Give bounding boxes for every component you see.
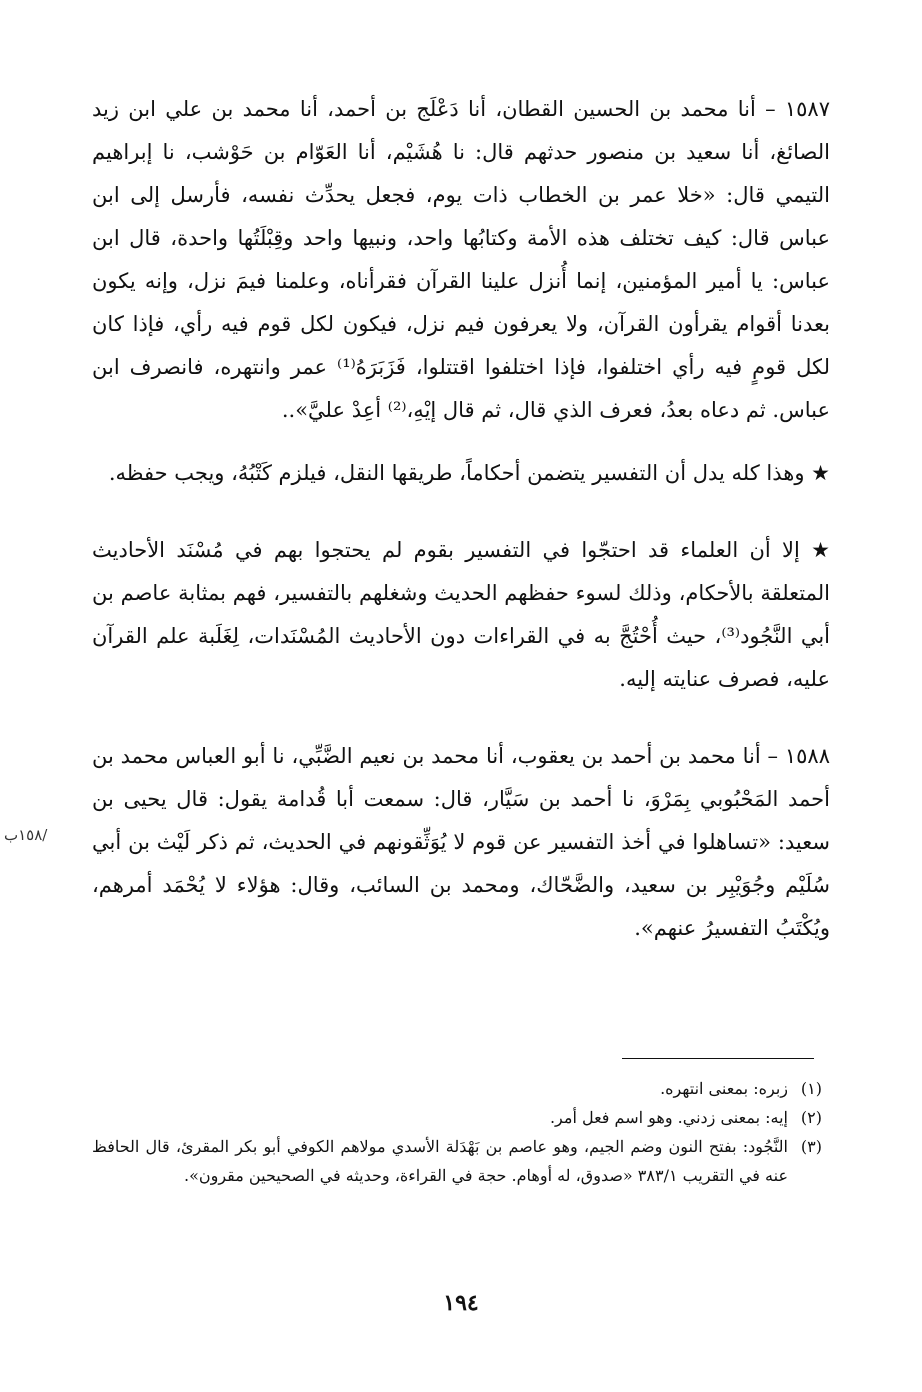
footnotes	[92, 1074, 822, 1190]
footnote-number: (٣)	[800, 1137, 822, 1156]
footnote-number: (١)	[800, 1079, 822, 1098]
page-number: ١٩٤	[443, 1290, 479, 1316]
footnote-text: إيه: بمعنى زدني. وهو اسم فعل أمر.	[549, 1108, 788, 1127]
footnote-1	[92, 1074, 822, 1103]
paragraph-1588-text: ١٥٨٨ – أنا محمد بن أحمد بن يعقوب، أنا محمد بن نعيم الضَّبِّي، نا أبو العباس محمد بن أحمد المَحْبُوبي بِمَرْوَ، نا أحمد بن سَيَّار، قال: سمعت أبا قُدامة يقول: قال يحيى بن سعيد: «تساهلوا في أخذ التفسير عن قوم لا يُوَثِّقونهم في الحديث، ثم ذكر لَيْث بن أبي سُلَيْم وجُوَيْبِر بن سعيد، والضَّحّاك، ومحمد بن السائب، وقال: هؤلاء لا يُحْمَد أمرهم، ويُكْتَبُ التفسيرُ عنهم».	[92, 744, 830, 940]
footnote-3	[92, 1132, 822, 1190]
paragraph-1588	[92, 735, 830, 950]
paragraph-comment-2: ★ إلا أن العلماء قد احتجّوا في التفسير بقوم لم يحتجوا بهم في مُسْنَد الأحاديث المتعلقة بالأحكام، وذلك لسوء حفظهم الحديث وشغلهم بالتفسير، فهم بمثابة عاصم بن أبي النَّجُود⁽³⁾، حيث أُحْتُجَّ به في القراءات دون الأحاديث المُسْنَدات، لِغَلَبة علم القرآن عليه، فصرف عنايته إليه.	[92, 538, 831, 691]
paragraph-comment-1: ★ وهذا كله يدل أن التفسير يتضمن أحكاماً، طريقها النقل، فيلزم كَتْبُهُ، ويجب حفظه.	[108, 461, 830, 485]
paragraph-1587: ١٥٨٧ – أنا محمد بن الحسين القطان، أنا دَعْلَج بن أحمد، أنا محمد بن علي ابن زيد الصائغ، أنا سعيد بن منصور حدثهم قال: نا هُشَيْم، أنا العَوّام بن حَوْشب، نا إبراهيم التيمي قال: «خلا عمر بن الخطاب ذات يوم، فجعل يحدِّث نفسه، فأرسل إلى ابن عباس قال: كيف تختلف هذه الأمة وكتابُها واحد، ونبيها واحد وقِبْلَتُها واحدة، قال ابن عباس: يا أمير المؤمنين، إنما أُنزل علينا القرآن فقرأناه، وعلمنا فيمَ نزل، وإنه يكون بعدنا أقوام يقرأون القرآن، ولا يعرفون فيم نزل، فيكون لكل قوم فيه رأي، فإذا كان لكل قومٍ فيه رأي اختلفوا، فإذا اختلفوا اقتتلوا، فَزَبَرَهُ⁽¹⁾ عمر وانتهره، فانصرف ابن عباس. ثم دعاه بعدُ، فعرف الذي قال، ثم قال إيْهِ،⁽²⁾ أعِدْ عليَّ»..	[92, 97, 830, 422]
footnote-2	[92, 1103, 822, 1132]
footnote-text: زبره: بمعنى انتهره.	[660, 1079, 788, 1098]
main-text	[92, 88, 830, 950]
footnote-divider	[622, 1058, 814, 1059]
footnote-text: النَّجُود: بفتح النون وضم الجيم، وهو عاصم بن بَهْدَلة الأسدي مولاهم الكوفي أبو بكر المقرئ، قال الحافظ عنه في التقريب ٣٨٣/١ «صدوق، له أوهام. حجة في القراءة، وحديثه في الصحيحين مقرون».	[92, 1137, 788, 1185]
footnote-number: (٢)	[800, 1108, 822, 1127]
margin-folio-mark: /١٥٨ب	[4, 826, 48, 844]
